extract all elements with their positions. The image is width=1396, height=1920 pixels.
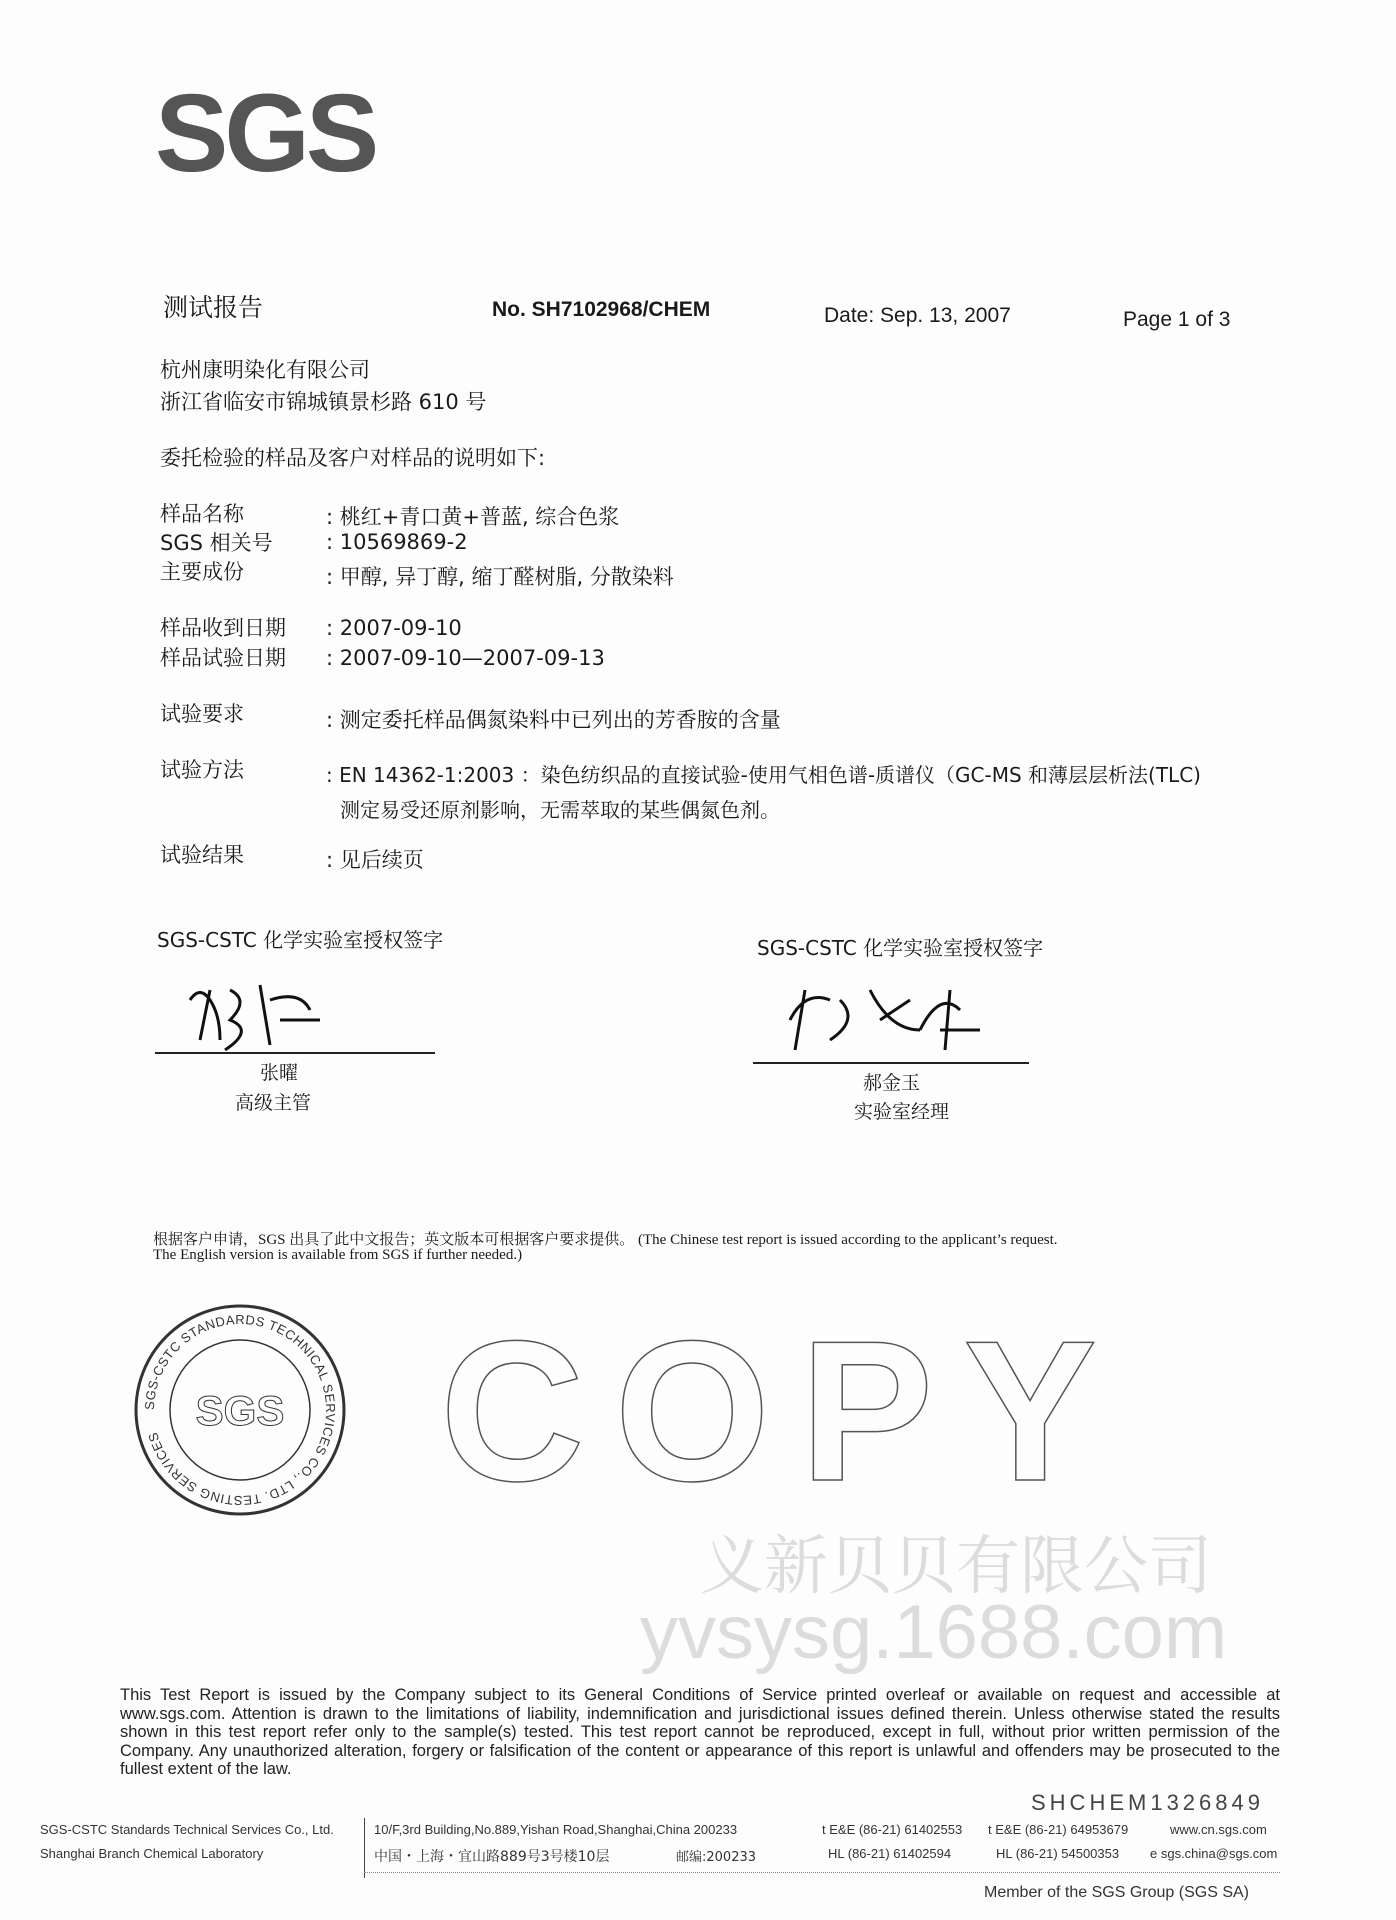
footer-hotline-1: HL (86-21) 61402594 [828,1846,952,1861]
site-watermark-cn: 义新贝贝有限公司 [700,1530,1212,1604]
left-signer-title: 高级主管 [235,1092,312,1114]
language-note-line1: 根据客户申请，SGS 出具了此中文报告；英文版本可根据客户要求提供。 (The Chinese test report is issued according to the applicant’s request. [153,1232,1058,1248]
field-label: 样品收到日期 [160,616,286,640]
field-label: 试验方法 [160,758,244,782]
sgs-logo: SGS [155,72,376,195]
footer-divider [364,1818,365,1878]
sgs-stamp [130,1300,350,1520]
footer-member: Member of the SGS Group (SGS SA) [984,1884,1249,1901]
footer-address-cn: 中国・上海・宜山路889号3号楼10层 [374,1849,610,1865]
client-name: 杭州康明染化有限公司 [160,358,370,382]
field-label: 试验要求 [160,702,244,726]
left-signer-name: 张曜 [260,1062,299,1084]
report-number: No. SH7102968/CHEM [492,298,711,321]
language-note-line2: The English version is available from SGS if further needed.) [153,1247,523,1263]
field-value: : EN 14362-1:2003 ：染色纺织品的直接试验-使用气相色谱-质谱仪（GC-MS 和薄层层析法(TLC) [326,763,1201,787]
footer-hotline-2: HL (86-21) 54500353 [996,1846,1120,1861]
handwritten-signatures [150,960,1050,1070]
field-label: SGS 相关号 [160,531,273,555]
footer-tel-1: t E&E (86-21) 61402553 [822,1822,963,1837]
field-value: : 2007-09-10—2007-09-13 [326,646,605,670]
footer-address-en: 10/F,3rd Building,No.889,Yishan Road,Shanghai,China 200233 [374,1822,738,1837]
footer-rule [364,1872,1280,1873]
field-value: : 2007-09-10 [326,616,462,640]
report-date: Date: Sep. 13, 2007 [824,304,1011,327]
copy-watermark-text: COPY [440,1300,1127,1510]
right-signature-heading: SGS-CSTC 化学实验室授权签字 [757,936,1044,960]
right-signer-title: 实验室经理 [854,1101,950,1123]
disclaimer-text: This Test Report is issued by the Company subject to its General Conditions of Service printed overleaf or available on request and accessible at www.sgs.com. Attention is drawn to the limitations of liability, indemnification and jurisdictional issues defined therein. Unless otherwise stated the results shown in this test report refer only to the sample(s) tested. This test report cannot be reproduced, except in full, without prior written permission of the Company. Any unauthorized alteration, forgery or falsification of the content or appearance of this report is unlawful and offenders may be prosecuted to the fullest extent of the law. [120,1686,1280,1778]
field-value: : 甲醇, 异丁醇, 缩丁醛树脂, 分散染料 [326,565,674,589]
field-value: : 见后续页 [326,848,424,872]
stamp-ring-text: SGS-CSTC STANDARDS TECHNICAL SERVICES CO., LTD. TESTING SERVICES [141,1311,339,1509]
intro-text: 委托检验的样品及客户对样品的说明如下: [160,446,546,470]
footer-branch: Shanghai Branch Chemical Laboratory [40,1846,264,1861]
footer-postcode: 邮编:200233 [676,1850,757,1865]
copy-watermark [420,1290,1280,1510]
site-watermark-url: yvsysg.1688.com [640,1590,1228,1675]
field-value: : 10569869-2 [326,530,468,554]
footer-website[interactable]: www.cn.sgs.com [1170,1822,1267,1837]
serial-number: SHCHEM1326849 [1031,1790,1264,1815]
field-label: 试验结果 [160,843,244,867]
footer-company: SGS-CSTC Standards Technical Services Co., Ltd. [40,1822,334,1837]
field-label: 主要成份 [160,560,244,584]
report-title: 测试报告 [163,293,264,322]
field-label: 样品试验日期 [160,646,286,670]
page-number: Page 1 of 3 [1123,308,1231,331]
stamp-center-text: SGS [195,1387,285,1434]
left-signature-heading: SGS-CSTC 化学实验室授权签字 [157,928,444,952]
footer-tel-2: t E&E (86-21) 64953679 [988,1822,1129,1837]
field-value: : 测定委托样品偶氮染料中已列出的芳香胺的含量 [326,708,781,732]
client-address: 浙江省临安市锦城镇景杉路 610 号 [160,390,487,414]
footer-email[interactable]: e sgs.china@sgs.com [1150,1846,1278,1861]
right-signer-name: 郝金玉 [863,1072,921,1094]
field-value: : 桃红+青口黄+普蓝, 综合色浆 [326,505,620,529]
field-label: 样品名称 [160,502,244,526]
field-value-continued: 测定易受还原剂影响，无需萃取的某些偶氮色剂。 [340,798,780,822]
